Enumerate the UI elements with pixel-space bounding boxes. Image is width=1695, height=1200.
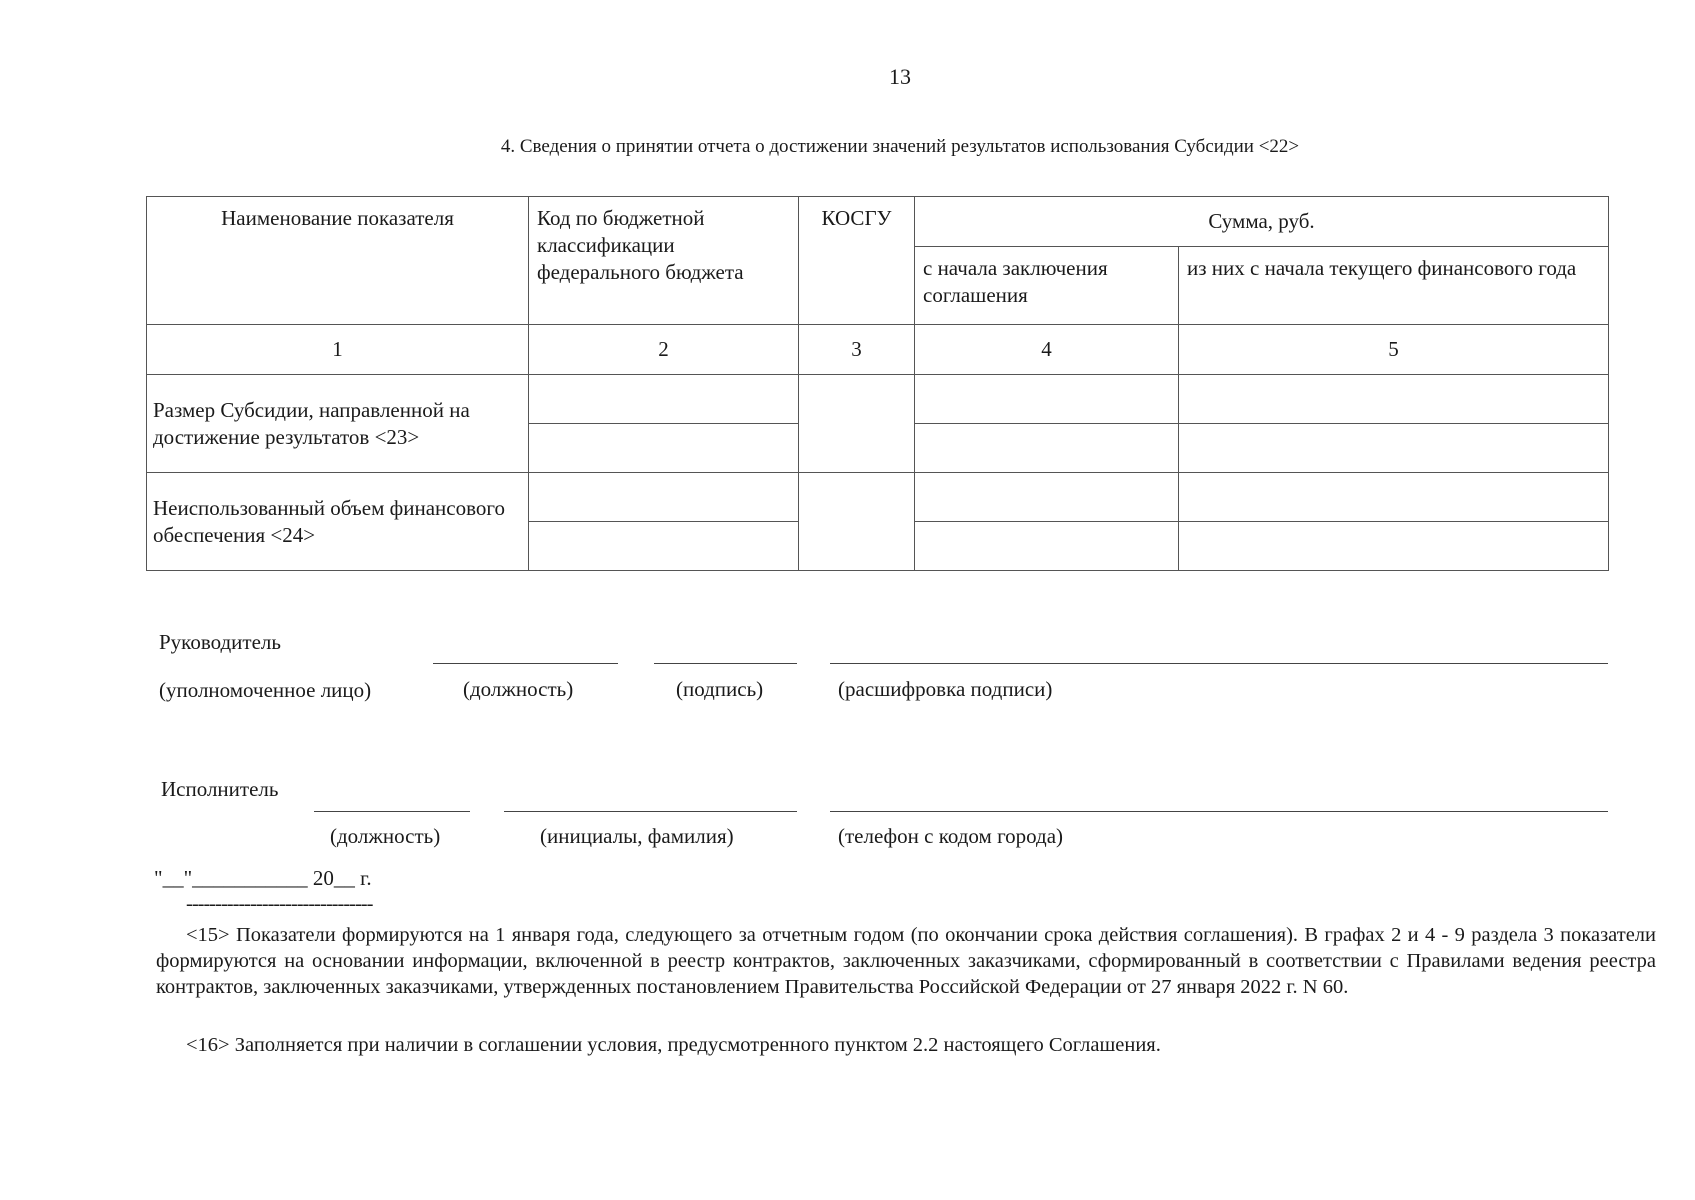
- position-caption: (должность): [463, 677, 574, 701]
- decode-line: [830, 663, 1608, 664]
- table-cell: [799, 375, 915, 473]
- table-cell: [1179, 424, 1609, 473]
- column-number: 4: [915, 325, 1179, 375]
- executor-position-caption: (должность): [330, 824, 441, 848]
- table-cell: [1179, 522, 1609, 571]
- footnote-15: <15> Показатели формируются на 1 января года, следующего за отчетным годом (по окончании срока действия соглашения). В графах 2 и 4 - 9 раздела 3 показатели формируются на основании информации, включенной в реестр контрактов, заключенных заказчиками, сформированный в соответствии с Правилами ведения реестра контрактов, заключенных заказчиками, утвержденных постановлением Правительства Российской Федерации от 27 января 2022 г. N 60.: [156, 924, 1656, 998]
- executor-title: Исполнитель: [161, 777, 279, 801]
- table-cell: [915, 473, 1179, 522]
- table-cell: [915, 375, 1179, 424]
- report-table: [146, 196, 1609, 571]
- table-cell: [529, 375, 799, 424]
- phone-line: [830, 811, 1608, 812]
- head-title: Руководитель: [159, 630, 281, 654]
- initials-caption: (инициалы, фамилия): [540, 824, 734, 848]
- signature-caption: (подпись): [676, 677, 764, 701]
- table-cell: [915, 522, 1179, 571]
- table-cell: [1179, 375, 1609, 424]
- table-cell: [1179, 473, 1609, 522]
- executor-position-line: [314, 811, 470, 812]
- signature-line: [654, 663, 797, 664]
- table-cell: [915, 424, 1179, 473]
- page-number: 13: [889, 64, 911, 89]
- phone-caption: (телефон с кодом города): [838, 824, 1064, 848]
- column-number: 5: [1179, 325, 1609, 375]
- header-indicator-name: Наименование показателя: [147, 197, 529, 325]
- column-number: 3: [799, 325, 915, 375]
- table-cell: [529, 522, 799, 571]
- date-line: "__"___________ 20__ г.: [154, 866, 372, 890]
- header-since-agreement: с начала заключения соглашения: [915, 247, 1179, 325]
- table-cell: [529, 424, 799, 473]
- header-current-year: из них с начала текущего финансового года: [1179, 247, 1609, 325]
- column-number: 1: [147, 325, 529, 375]
- head-subtitle: (уполномоченное лицо): [159, 678, 372, 702]
- table-cell: [799, 473, 915, 571]
- column-numbers-row: [147, 325, 1609, 375]
- row-label-subsidy: Размер Субсидии, направленной на достижение результатов <23>: [147, 375, 529, 473]
- position-line: [433, 663, 618, 664]
- table-row: [147, 473, 1609, 522]
- column-number: 2: [529, 325, 799, 375]
- footnote-16: <16> Заполняется при наличии в соглашении условия, предусмотренного пунктом 2.2 настоящего Соглашения.: [186, 1034, 1161, 1056]
- decode-caption: (расшифровка подписи): [838, 677, 1053, 701]
- header-budget-code: Код по бюджетной классификации федерального бюджета: [529, 197, 799, 325]
- footnote-separator: --------------------------------: [186, 893, 373, 915]
- header-kosgu: КОСГУ: [799, 197, 915, 325]
- table-row: [147, 375, 1609, 424]
- row-label-unused: Неиспользованный объем финансового обеспечения <24>: [147, 473, 529, 571]
- initials-line: [504, 811, 797, 812]
- section-title: 4. Сведения о принятии отчета о достижении значений результатов использования Субсидии <22>: [500, 136, 1300, 157]
- table-cell: [529, 473, 799, 522]
- header-amount: Сумма, руб.: [915, 197, 1609, 247]
